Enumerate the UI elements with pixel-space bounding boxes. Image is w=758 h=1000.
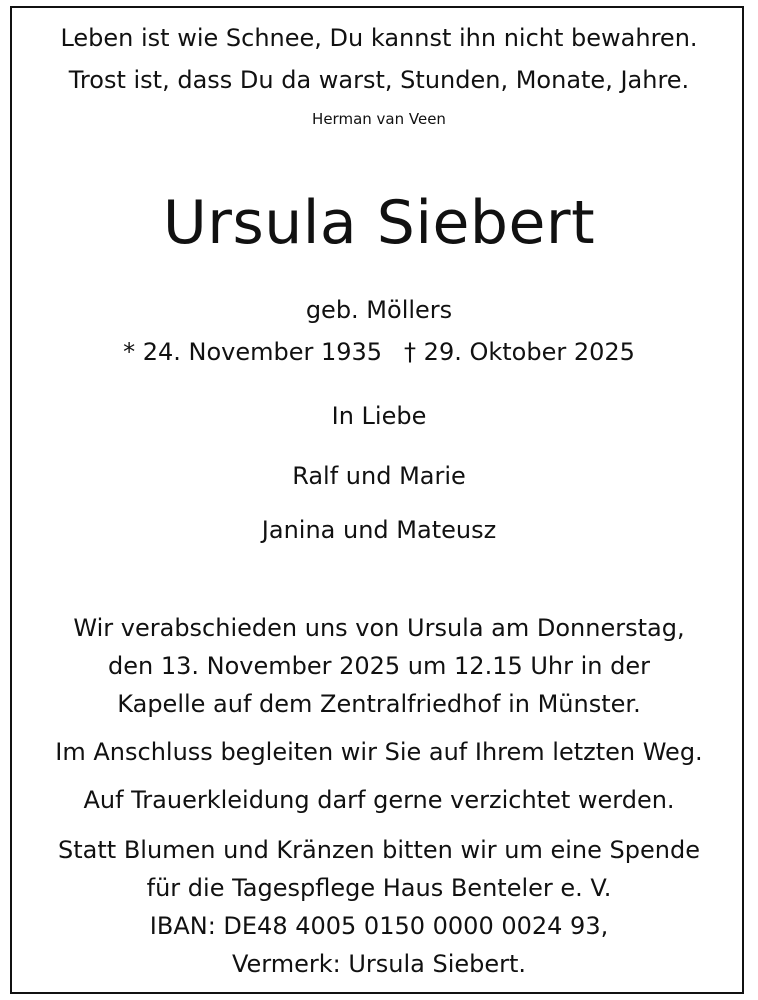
quote-line-2: Trost ist, dass Du da warst, Stunden, Monate, Jahre. <box>68 66 690 94</box>
donation-line-3: IBAN: DE48 4005 0150 0000 0024 93, <box>149 912 609 940</box>
quote-author: Herman van Veen <box>312 110 446 128</box>
donation-line-4: Vermerk: Ursula Siebert. <box>231 950 527 978</box>
life-dates <box>0 338 758 366</box>
service-line-2: den 13. November 2025 um 12.15 Uhr in der <box>107 652 651 680</box>
death-date: † 29. Oktober 2025 <box>404 338 635 366</box>
mourners-line-1: Ralf und Marie <box>292 462 466 490</box>
service-line-4: Im Anschluss begleiten wir Sie auf Ihrem letzten Weg. <box>55 738 703 766</box>
service-line-5: Auf Trauerkleidung darf gerne verzichtet werden. <box>83 786 675 814</box>
birth-name: geb. Möllers <box>305 296 453 324</box>
donation-line-2: für die Tagespflege Haus Benteler e. V. <box>146 874 612 902</box>
service-line-3: Kapelle auf dem Zentralfriedhof in Münster. <box>117 690 641 718</box>
service-line-1: Wir verabschieden uns von Ursula am Donnerstag, <box>73 614 685 642</box>
donation-line-1: Statt Blumen und Kränzen bitten wir um eine Spende <box>58 836 700 864</box>
mourners-intro: In Liebe <box>331 402 427 430</box>
quote-line-1: Leben ist wie Schnee, Du kannst ihn nicht bewahren. <box>60 24 698 52</box>
birth-date: * 24. November 1935 <box>123 338 383 366</box>
mourners-line-2: Janina und Mateusz <box>261 516 497 544</box>
deceased-name: Ursula Siebert <box>162 188 596 258</box>
